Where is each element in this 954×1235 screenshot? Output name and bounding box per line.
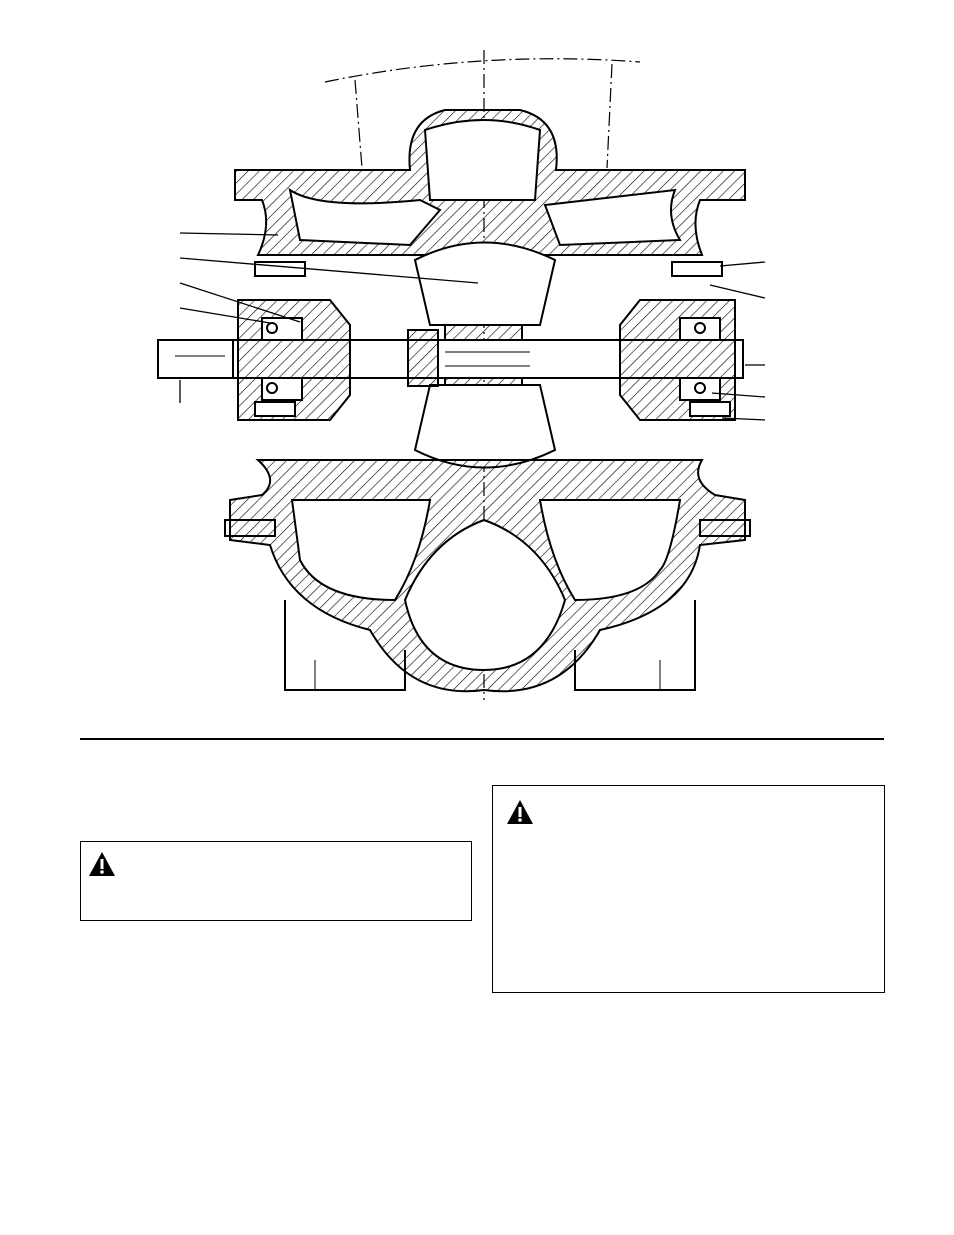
- warning-box-left: [80, 841, 472, 921]
- section-divider: [80, 738, 884, 740]
- warning-box-right: [492, 785, 885, 993]
- warning-triangle-icon: [87, 850, 117, 878]
- pump-cross-section-drawing: [150, 40, 790, 710]
- warning-triangle-icon: [505, 798, 535, 826]
